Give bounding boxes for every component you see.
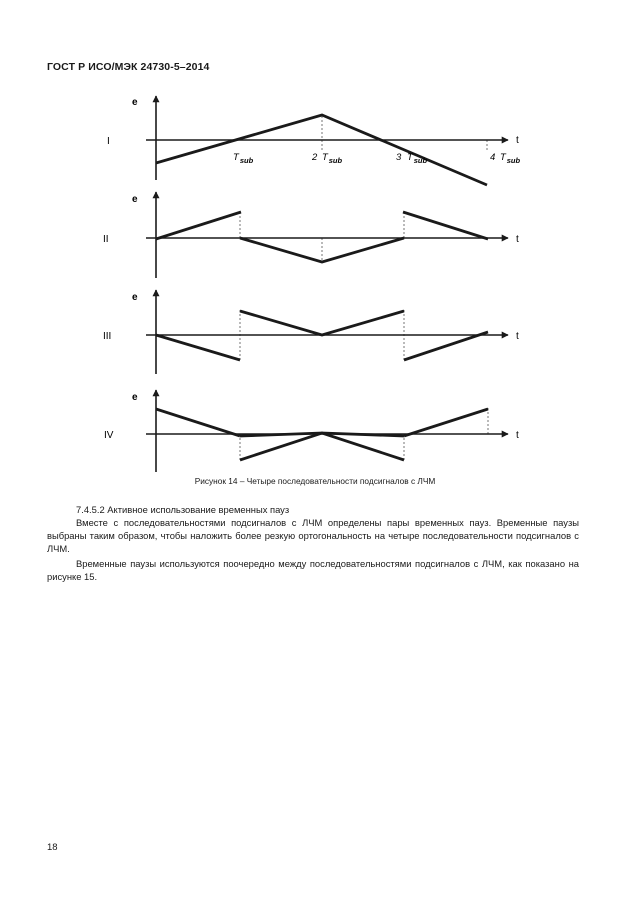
figure-caption: Рисунок 14 – Четыре последовательности подсигналов с ЛЧМ [194, 476, 436, 486]
document-header: ГОСТ Р ИСО/МЭК 24730-5–2014 [47, 61, 210, 73]
signal-waveform [156, 335, 240, 360]
tick-label-2tsub: 2 $T_{sub}$ [312, 152, 343, 165]
signal-waveform [403, 212, 488, 239]
y-axis-label: e [132, 97, 138, 108]
signal-waveform [404, 332, 488, 360]
panel-2 [103, 192, 519, 278]
panel-3 [103, 290, 519, 374]
y-axis-label: e [132, 392, 138, 403]
signal-waveform [240, 433, 404, 460]
y-axis-label: e [132, 292, 138, 303]
tick-label-tsub: $T_{sub}$ [233, 152, 254, 165]
page-number: 18 [47, 842, 58, 853]
signal-waveform [156, 409, 240, 436]
panel-1 [107, 96, 521, 185]
panel-4 [104, 390, 519, 472]
panel-roman-label: I [107, 136, 110, 147]
signal-waveform [240, 311, 404, 335]
signal-waveform [240, 433, 404, 460]
panel-roman-label: II [103, 234, 109, 245]
tick-label-3tsub: 3 $T_{sub}$ [396, 152, 428, 165]
signal-waveform [156, 212, 241, 239]
panel-roman-label: IV [104, 430, 114, 441]
body-paragraph-2: Временные паузы используются поочередно между последовательностями подсигналов с ЛЧМ, как показано на рисунке 15. [47, 558, 579, 582]
t-axis-label: t [516, 135, 519, 146]
signal-waveform [156, 115, 487, 185]
tick-label-4tsub: 4 $T_{sub}$ [490, 152, 521, 165]
section-heading: 7.4.5.2 Активное использование временных пауз [76, 504, 290, 515]
y-axis-label: e [132, 194, 138, 205]
signal-waveform [404, 409, 488, 436]
t-axis-label: t [516, 331, 519, 342]
panel-roman-label: III [103, 331, 112, 342]
t-axis-label: t [516, 430, 519, 441]
body-paragraph-1: Вместе с последовательностями подсигналов с ЛЧМ определены пары временных пауз. Временные паузы выбраны таким образом, чтобы наложить более резкую ортогональность на четыре последовательности подсигналов с ЛЧМ. [47, 517, 579, 554]
t-axis-label: t [516, 234, 519, 245]
